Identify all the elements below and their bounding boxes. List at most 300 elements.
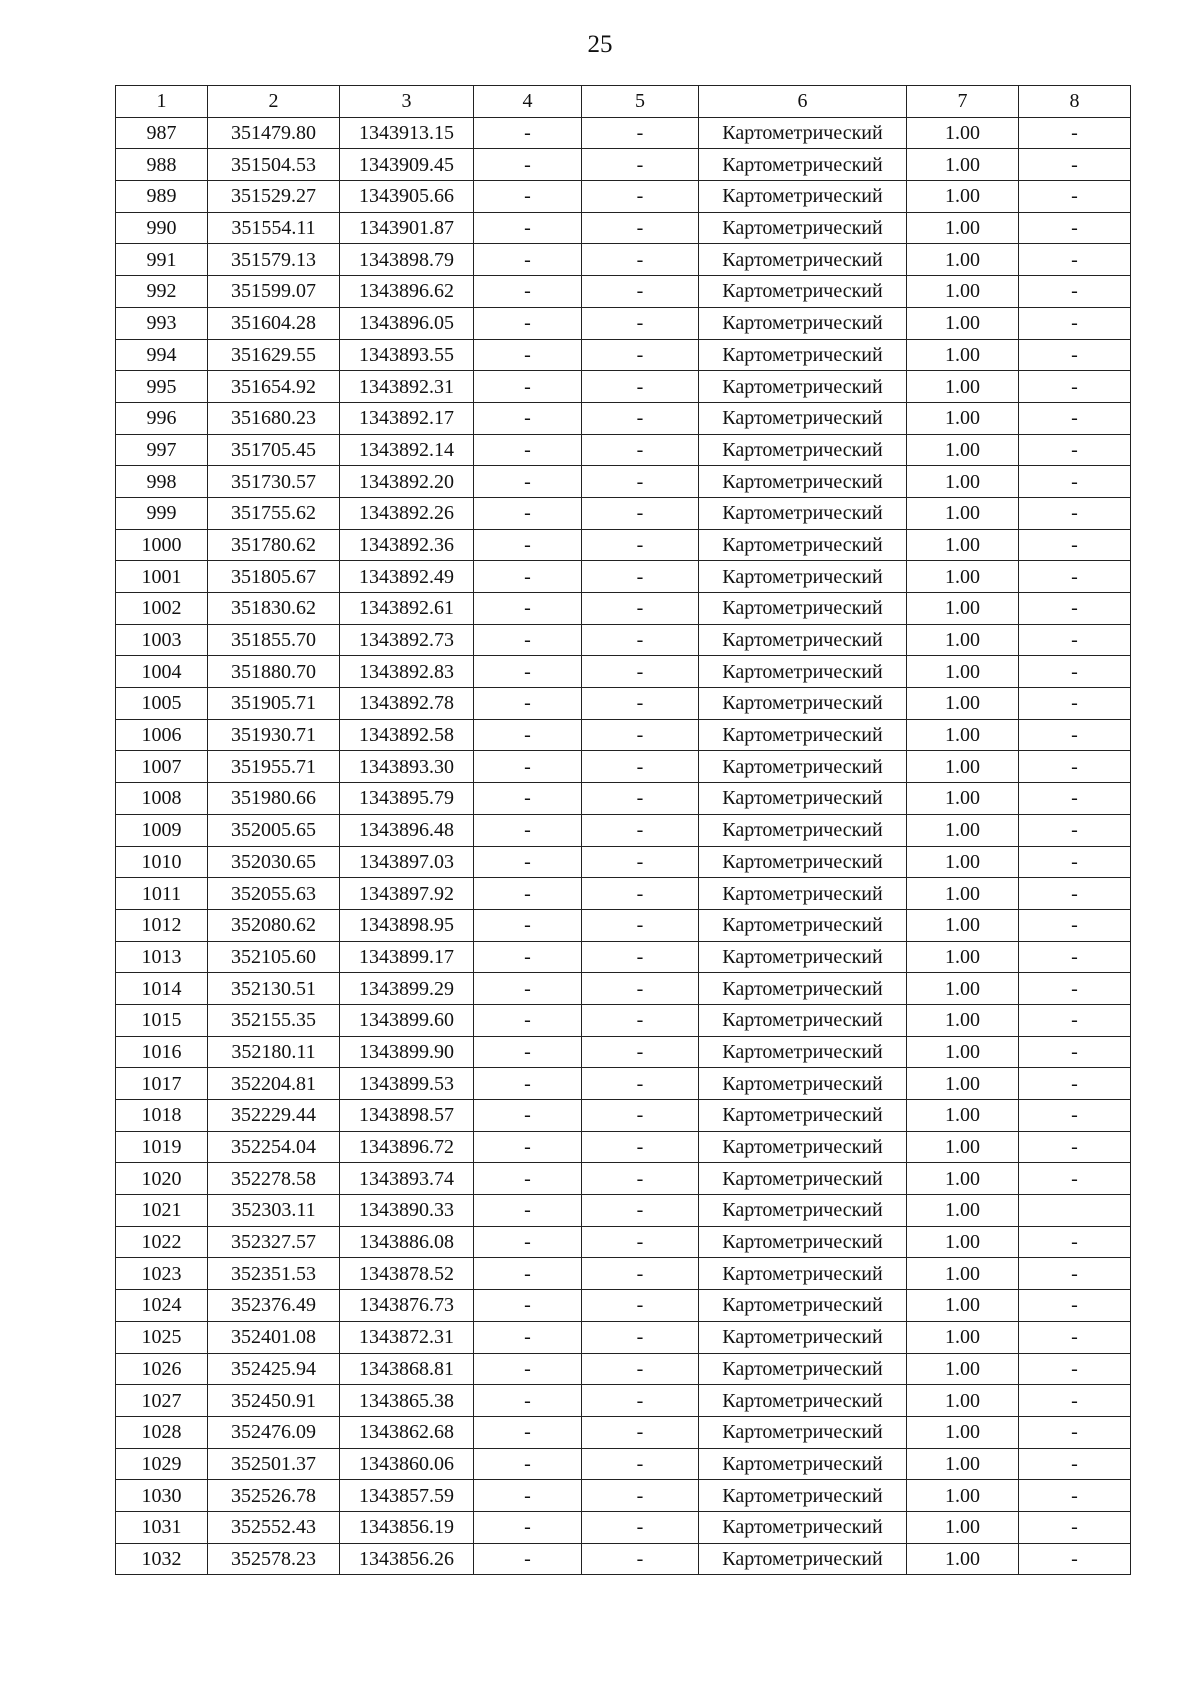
cell-col-8: - xyxy=(1019,1511,1131,1543)
cell-col-8: - xyxy=(1019,1100,1131,1132)
table-row xyxy=(116,1258,1131,1290)
cell-method: Картометрический xyxy=(699,783,907,815)
cell-x-coordinate: 351730.57 xyxy=(208,466,340,498)
cell-point-number: 1029 xyxy=(116,1448,208,1480)
cell-accuracy: 1.00 xyxy=(907,1321,1019,1353)
cell-point-number: 1031 xyxy=(116,1511,208,1543)
cell-method: Картометрический xyxy=(699,149,907,181)
table-row xyxy=(116,212,1131,244)
cell-col-8: - xyxy=(1019,1036,1131,1068)
cell-col-5: - xyxy=(582,1163,699,1195)
cell-x-coordinate: 352278.58 xyxy=(208,1163,340,1195)
cell-col-4: - xyxy=(474,656,582,688)
cell-col-8: - xyxy=(1019,593,1131,625)
cell-col-5: - xyxy=(582,846,699,878)
cell-y-coordinate: 1343909.45 xyxy=(340,149,474,181)
cell-point-number: 990 xyxy=(116,212,208,244)
cell-accuracy: 1.00 xyxy=(907,1100,1019,1132)
cell-method: Картометрический xyxy=(699,1511,907,1543)
cell-col-5: - xyxy=(582,212,699,244)
cell-col-8: - xyxy=(1019,1290,1131,1322)
cell-col-8: - xyxy=(1019,1416,1131,1448)
table-row xyxy=(116,339,1131,371)
cell-col-8: - xyxy=(1019,1004,1131,1036)
cell-accuracy: 1.00 xyxy=(907,466,1019,498)
cell-accuracy: 1.00 xyxy=(907,307,1019,339)
cell-point-number: 1028 xyxy=(116,1416,208,1448)
cell-x-coordinate: 351980.66 xyxy=(208,783,340,815)
cell-col-4: - xyxy=(474,1131,582,1163)
cell-point-number: 998 xyxy=(116,466,208,498)
cell-method: Картометрический xyxy=(699,1543,907,1575)
cell-col-5: - xyxy=(582,1004,699,1036)
cell-col-8: - xyxy=(1019,846,1131,878)
cell-y-coordinate: 1343857.59 xyxy=(340,1480,474,1512)
table-row xyxy=(116,941,1131,973)
cell-x-coordinate: 351805.67 xyxy=(208,561,340,593)
cell-accuracy: 1.00 xyxy=(907,941,1019,973)
cell-point-number: 993 xyxy=(116,307,208,339)
table-row xyxy=(116,149,1131,181)
cell-method: Картометрический xyxy=(699,1163,907,1195)
cell-accuracy: 1.00 xyxy=(907,719,1019,751)
table-row xyxy=(116,1100,1131,1132)
cell-col-4: - xyxy=(474,212,582,244)
cell-point-number: 1010 xyxy=(116,846,208,878)
cell-accuracy: 1.00 xyxy=(907,878,1019,910)
cell-accuracy: 1.00 xyxy=(907,561,1019,593)
cell-col-4: - xyxy=(474,783,582,815)
cell-y-coordinate: 1343893.55 xyxy=(340,339,474,371)
cell-col-5: - xyxy=(582,941,699,973)
table-row xyxy=(116,973,1131,1005)
cell-method: Картометрический xyxy=(699,878,907,910)
table-row xyxy=(116,719,1131,751)
table-row xyxy=(116,402,1131,434)
cell-col-5: - xyxy=(582,276,699,308)
cell-x-coordinate: 351654.92 xyxy=(208,371,340,403)
cell-x-coordinate: 351504.53 xyxy=(208,149,340,181)
coordinates-table xyxy=(115,85,1131,1575)
cell-y-coordinate: 1343872.31 xyxy=(340,1321,474,1353)
cell-x-coordinate: 351529.27 xyxy=(208,181,340,213)
cell-y-coordinate: 1343898.95 xyxy=(340,909,474,941)
cell-point-number: 1008 xyxy=(116,783,208,815)
cell-col-4: - xyxy=(474,149,582,181)
cell-method: Картометрический xyxy=(699,1290,907,1322)
cell-col-4: - xyxy=(474,878,582,910)
cell-y-coordinate: 1343892.61 xyxy=(340,593,474,625)
cell-col-4: - xyxy=(474,1385,582,1417)
cell-y-coordinate: 1343856.26 xyxy=(340,1543,474,1575)
cell-accuracy: 1.00 xyxy=(907,909,1019,941)
cell-x-coordinate: 351755.62 xyxy=(208,497,340,529)
cell-method: Картометрический xyxy=(699,371,907,403)
cell-col-5: - xyxy=(582,814,699,846)
table-row xyxy=(116,497,1131,529)
cell-point-number: 988 xyxy=(116,149,208,181)
cell-point-number: 995 xyxy=(116,371,208,403)
cell-accuracy: 1.00 xyxy=(907,1416,1019,1448)
cell-y-coordinate: 1343898.79 xyxy=(340,244,474,276)
table-row xyxy=(116,783,1131,815)
cell-method: Картометрический xyxy=(699,1321,907,1353)
cell-y-coordinate: 1343892.20 xyxy=(340,466,474,498)
cell-col-4: - xyxy=(474,529,582,561)
cell-col-8: - xyxy=(1019,402,1131,434)
table-row xyxy=(116,751,1131,783)
cell-col-5: - xyxy=(582,909,699,941)
cell-accuracy: 1.00 xyxy=(907,276,1019,308)
table-header-row xyxy=(116,86,1131,118)
cell-col-4: - xyxy=(474,624,582,656)
cell-point-number: 1002 xyxy=(116,593,208,625)
cell-x-coordinate: 351705.45 xyxy=(208,434,340,466)
cell-col-5: - xyxy=(582,1385,699,1417)
page-number: 25 xyxy=(587,31,613,58)
cell-accuracy: 1.00 xyxy=(907,593,1019,625)
cell-x-coordinate: 352552.43 xyxy=(208,1511,340,1543)
cell-col-8: - xyxy=(1019,1321,1131,1353)
cell-col-5: - xyxy=(582,402,699,434)
cell-accuracy: 1.00 xyxy=(907,434,1019,466)
cell-x-coordinate: 351579.13 xyxy=(208,244,340,276)
cell-x-coordinate: 352376.49 xyxy=(208,1290,340,1322)
cell-method: Картометрический xyxy=(699,402,907,434)
cell-col-5: - xyxy=(582,1226,699,1258)
table-row xyxy=(116,1226,1131,1258)
cell-method: Картометрический xyxy=(699,1353,907,1385)
column-header-3: 3 xyxy=(340,86,474,118)
cell-col-5: - xyxy=(582,1480,699,1512)
cell-method: Картометрический xyxy=(699,1226,907,1258)
cell-point-number: 997 xyxy=(116,434,208,466)
cell-col-5: - xyxy=(582,1353,699,1385)
cell-col-5: - xyxy=(582,1195,699,1227)
cell-col-5: - xyxy=(582,497,699,529)
cell-col-4: - xyxy=(474,1258,582,1290)
cell-accuracy: 1.00 xyxy=(907,814,1019,846)
cell-x-coordinate: 352055.63 xyxy=(208,878,340,910)
cell-col-8: - xyxy=(1019,814,1131,846)
cell-col-8: - xyxy=(1019,466,1131,498)
cell-col-4: - xyxy=(474,307,582,339)
cell-accuracy: 1.00 xyxy=(907,656,1019,688)
cell-x-coordinate: 352327.57 xyxy=(208,1226,340,1258)
cell-x-coordinate: 351604.28 xyxy=(208,307,340,339)
cell-method: Картометрический xyxy=(699,688,907,720)
cell-accuracy: 1.00 xyxy=(907,1385,1019,1417)
cell-col-4: - xyxy=(474,339,582,371)
cell-col-4: - xyxy=(474,973,582,1005)
cell-accuracy: 1.00 xyxy=(907,1163,1019,1195)
cell-y-coordinate: 1343860.06 xyxy=(340,1448,474,1480)
cell-col-5: - xyxy=(582,878,699,910)
cell-col-8: - xyxy=(1019,244,1131,276)
cell-point-number: 1025 xyxy=(116,1321,208,1353)
cell-method: Картометрический xyxy=(699,593,907,625)
cell-method: Картометрический xyxy=(699,624,907,656)
cell-col-4: - xyxy=(474,1036,582,1068)
cell-method: Картометрический xyxy=(699,1131,907,1163)
cell-col-8: - xyxy=(1019,149,1131,181)
cell-accuracy: 1.00 xyxy=(907,973,1019,1005)
cell-x-coordinate: 351830.62 xyxy=(208,593,340,625)
cell-x-coordinate: 352303.11 xyxy=(208,1195,340,1227)
cell-col-8: - xyxy=(1019,656,1131,688)
cell-col-4: - xyxy=(474,593,582,625)
cell-col-8: - xyxy=(1019,529,1131,561)
table-row xyxy=(116,1448,1131,1480)
cell-y-coordinate: 1343886.08 xyxy=(340,1226,474,1258)
cell-y-coordinate: 1343892.31 xyxy=(340,371,474,403)
cell-x-coordinate: 352005.65 xyxy=(208,814,340,846)
cell-y-coordinate: 1343856.19 xyxy=(340,1511,474,1543)
table-row xyxy=(116,1163,1131,1195)
table-row xyxy=(116,624,1131,656)
cell-method: Картометрический xyxy=(699,1195,907,1227)
cell-y-coordinate: 1343896.05 xyxy=(340,307,474,339)
cell-col-5: - xyxy=(582,117,699,149)
cell-y-coordinate: 1343890.33 xyxy=(340,1195,474,1227)
cell-col-4: - xyxy=(474,688,582,720)
cell-col-5: - xyxy=(582,1416,699,1448)
cell-method: Картометрический xyxy=(699,846,907,878)
cell-col-4: - xyxy=(474,1511,582,1543)
cell-col-4: - xyxy=(474,1416,582,1448)
table-row xyxy=(116,656,1131,688)
cell-col-5: - xyxy=(582,307,699,339)
cell-col-4: - xyxy=(474,1100,582,1132)
table-row xyxy=(116,276,1131,308)
cell-point-number: 1004 xyxy=(116,656,208,688)
cell-col-4: - xyxy=(474,909,582,941)
cell-col-4: - xyxy=(474,466,582,498)
cell-x-coordinate: 351780.62 xyxy=(208,529,340,561)
cell-col-4: - xyxy=(474,1480,582,1512)
cell-col-8: - xyxy=(1019,624,1131,656)
cell-col-4: - xyxy=(474,1448,582,1480)
cell-accuracy: 1.00 xyxy=(907,1068,1019,1100)
cell-col-8: - xyxy=(1019,878,1131,910)
cell-point-number: 1019 xyxy=(116,1131,208,1163)
cell-x-coordinate: 351599.07 xyxy=(208,276,340,308)
cell-point-number: 1024 xyxy=(116,1290,208,1322)
cell-col-4: - xyxy=(474,561,582,593)
cell-col-8: - xyxy=(1019,1353,1131,1385)
cell-point-number: 1003 xyxy=(116,624,208,656)
table-row xyxy=(116,371,1131,403)
cell-col-5: - xyxy=(582,529,699,561)
cell-accuracy: 1.00 xyxy=(907,1131,1019,1163)
cell-y-coordinate: 1343892.26 xyxy=(340,497,474,529)
cell-col-8: - xyxy=(1019,434,1131,466)
cell-y-coordinate: 1343899.53 xyxy=(340,1068,474,1100)
cell-accuracy: 1.00 xyxy=(907,751,1019,783)
table-row xyxy=(116,307,1131,339)
cell-accuracy: 1.00 xyxy=(907,117,1019,149)
cell-col-4: - xyxy=(474,402,582,434)
cell-point-number: 1032 xyxy=(116,1543,208,1575)
cell-point-number: 1026 xyxy=(116,1353,208,1385)
cell-x-coordinate: 352476.09 xyxy=(208,1416,340,1448)
cell-accuracy: 1.00 xyxy=(907,783,1019,815)
cell-y-coordinate: 1343865.38 xyxy=(340,1385,474,1417)
cell-col-5: - xyxy=(582,1448,699,1480)
cell-accuracy: 1.00 xyxy=(907,529,1019,561)
cell-col-5: - xyxy=(582,751,699,783)
cell-accuracy: 1.00 xyxy=(907,1290,1019,1322)
cell-point-number: 999 xyxy=(116,497,208,529)
cell-point-number: 996 xyxy=(116,402,208,434)
cell-y-coordinate: 1343895.79 xyxy=(340,783,474,815)
cell-col-5: - xyxy=(582,973,699,1005)
table-row xyxy=(116,466,1131,498)
cell-accuracy: 1.00 xyxy=(907,339,1019,371)
cell-col-5: - xyxy=(582,783,699,815)
column-header-8: 8 xyxy=(1019,86,1131,118)
cell-point-number: 1017 xyxy=(116,1068,208,1100)
cell-method: Картометрический xyxy=(699,1448,907,1480)
cell-col-5: - xyxy=(582,688,699,720)
cell-y-coordinate: 1343897.92 xyxy=(340,878,474,910)
cell-accuracy: 1.00 xyxy=(907,1448,1019,1480)
cell-point-number: 1007 xyxy=(116,751,208,783)
cell-col-5: - xyxy=(582,593,699,625)
column-header-7: 7 xyxy=(907,86,1019,118)
cell-col-4: - xyxy=(474,941,582,973)
cell-y-coordinate: 1343896.62 xyxy=(340,276,474,308)
cell-x-coordinate: 352501.37 xyxy=(208,1448,340,1480)
cell-y-coordinate: 1343899.90 xyxy=(340,1036,474,1068)
cell-col-4: - xyxy=(474,371,582,403)
cell-col-4: - xyxy=(474,1290,582,1322)
cell-method: Картометрический xyxy=(699,1100,907,1132)
cell-method: Картометрический xyxy=(699,561,907,593)
cell-col-4: - xyxy=(474,1068,582,1100)
cell-method: Картометрический xyxy=(699,497,907,529)
table-row xyxy=(116,688,1131,720)
cell-point-number: 1005 xyxy=(116,688,208,720)
cell-col-5: - xyxy=(582,1258,699,1290)
cell-col-4: - xyxy=(474,497,582,529)
cell-col-8: - xyxy=(1019,973,1131,1005)
cell-method: Картометрический xyxy=(699,1036,907,1068)
cell-col-8: - xyxy=(1019,1226,1131,1258)
cell-col-5: - xyxy=(582,434,699,466)
cell-y-coordinate: 1343862.68 xyxy=(340,1416,474,1448)
cell-accuracy: 1.00 xyxy=(907,1036,1019,1068)
cell-col-8: - xyxy=(1019,276,1131,308)
cell-y-coordinate: 1343913.15 xyxy=(340,117,474,149)
cell-accuracy: 1.00 xyxy=(907,624,1019,656)
cell-col-4: - xyxy=(474,846,582,878)
cell-accuracy: 1.00 xyxy=(907,212,1019,244)
cell-method: Картометрический xyxy=(699,1416,907,1448)
cell-method: Картометрический xyxy=(699,973,907,1005)
cell-x-coordinate: 352526.78 xyxy=(208,1480,340,1512)
cell-y-coordinate: 1343905.66 xyxy=(340,181,474,213)
table-row xyxy=(116,1004,1131,1036)
cell-col-4: - xyxy=(474,719,582,751)
cell-col-8: - xyxy=(1019,909,1131,941)
cell-col-8: - xyxy=(1019,1385,1131,1417)
cell-x-coordinate: 351855.70 xyxy=(208,624,340,656)
cell-col-5: - xyxy=(582,1068,699,1100)
table-row xyxy=(116,846,1131,878)
table-row xyxy=(116,1290,1131,1322)
cell-col-4: - xyxy=(474,1353,582,1385)
cell-accuracy: 1.00 xyxy=(907,1258,1019,1290)
cell-method: Картометрический xyxy=(699,117,907,149)
cell-point-number: 1012 xyxy=(116,909,208,941)
cell-method: Картометрический xyxy=(699,339,907,371)
cell-x-coordinate: 351629.55 xyxy=(208,339,340,371)
cell-col-8: - xyxy=(1019,1258,1131,1290)
cell-accuracy: 1.00 xyxy=(907,1543,1019,1575)
cell-point-number: 1011 xyxy=(116,878,208,910)
table-row xyxy=(116,1416,1131,1448)
cell-y-coordinate: 1343892.14 xyxy=(340,434,474,466)
table-row xyxy=(116,1385,1131,1417)
cell-col-5: - xyxy=(582,466,699,498)
table-row xyxy=(116,878,1131,910)
cell-y-coordinate: 1343892.17 xyxy=(340,402,474,434)
table-row xyxy=(116,909,1131,941)
cell-method: Картометрический xyxy=(699,909,907,941)
cell-col-8: - xyxy=(1019,1163,1131,1195)
cell-y-coordinate: 1343892.49 xyxy=(340,561,474,593)
cell-x-coordinate: 352351.53 xyxy=(208,1258,340,1290)
cell-point-number: 1023 xyxy=(116,1258,208,1290)
cell-x-coordinate: 351554.11 xyxy=(208,212,340,244)
cell-y-coordinate: 1343892.78 xyxy=(340,688,474,720)
cell-col-8: - xyxy=(1019,1131,1131,1163)
cell-accuracy: 1.00 xyxy=(907,688,1019,720)
cell-point-number: 1021 xyxy=(116,1195,208,1227)
table-row xyxy=(116,1543,1131,1575)
cell-col-5: - xyxy=(582,656,699,688)
cell-col-5: - xyxy=(582,719,699,751)
cell-col-4: - xyxy=(474,1321,582,1353)
cell-y-coordinate: 1343897.03 xyxy=(340,846,474,878)
cell-col-5: - xyxy=(582,339,699,371)
table-row xyxy=(116,814,1131,846)
cell-col-5: - xyxy=(582,1131,699,1163)
cell-col-5: - xyxy=(582,624,699,656)
cell-col-8: - xyxy=(1019,941,1131,973)
column-header-1: 1 xyxy=(116,86,208,118)
cell-col-8: - xyxy=(1019,339,1131,371)
cell-point-number: 994 xyxy=(116,339,208,371)
cell-col-8: - xyxy=(1019,1480,1131,1512)
cell-col-5: - xyxy=(582,1321,699,1353)
cell-col-4: - xyxy=(474,751,582,783)
cell-col-4: - xyxy=(474,244,582,276)
cell-col-8: - xyxy=(1019,561,1131,593)
cell-method: Картометрический xyxy=(699,751,907,783)
cell-x-coordinate: 352030.65 xyxy=(208,846,340,878)
cell-col-4: - xyxy=(474,1163,582,1195)
table-row xyxy=(116,1195,1131,1227)
table-row xyxy=(116,434,1131,466)
cell-col-4: - xyxy=(474,117,582,149)
table-row xyxy=(116,244,1131,276)
cell-point-number: 1020 xyxy=(116,1163,208,1195)
cell-point-number: 1013 xyxy=(116,941,208,973)
cell-y-coordinate: 1343899.17 xyxy=(340,941,474,973)
cell-point-number: 1014 xyxy=(116,973,208,1005)
